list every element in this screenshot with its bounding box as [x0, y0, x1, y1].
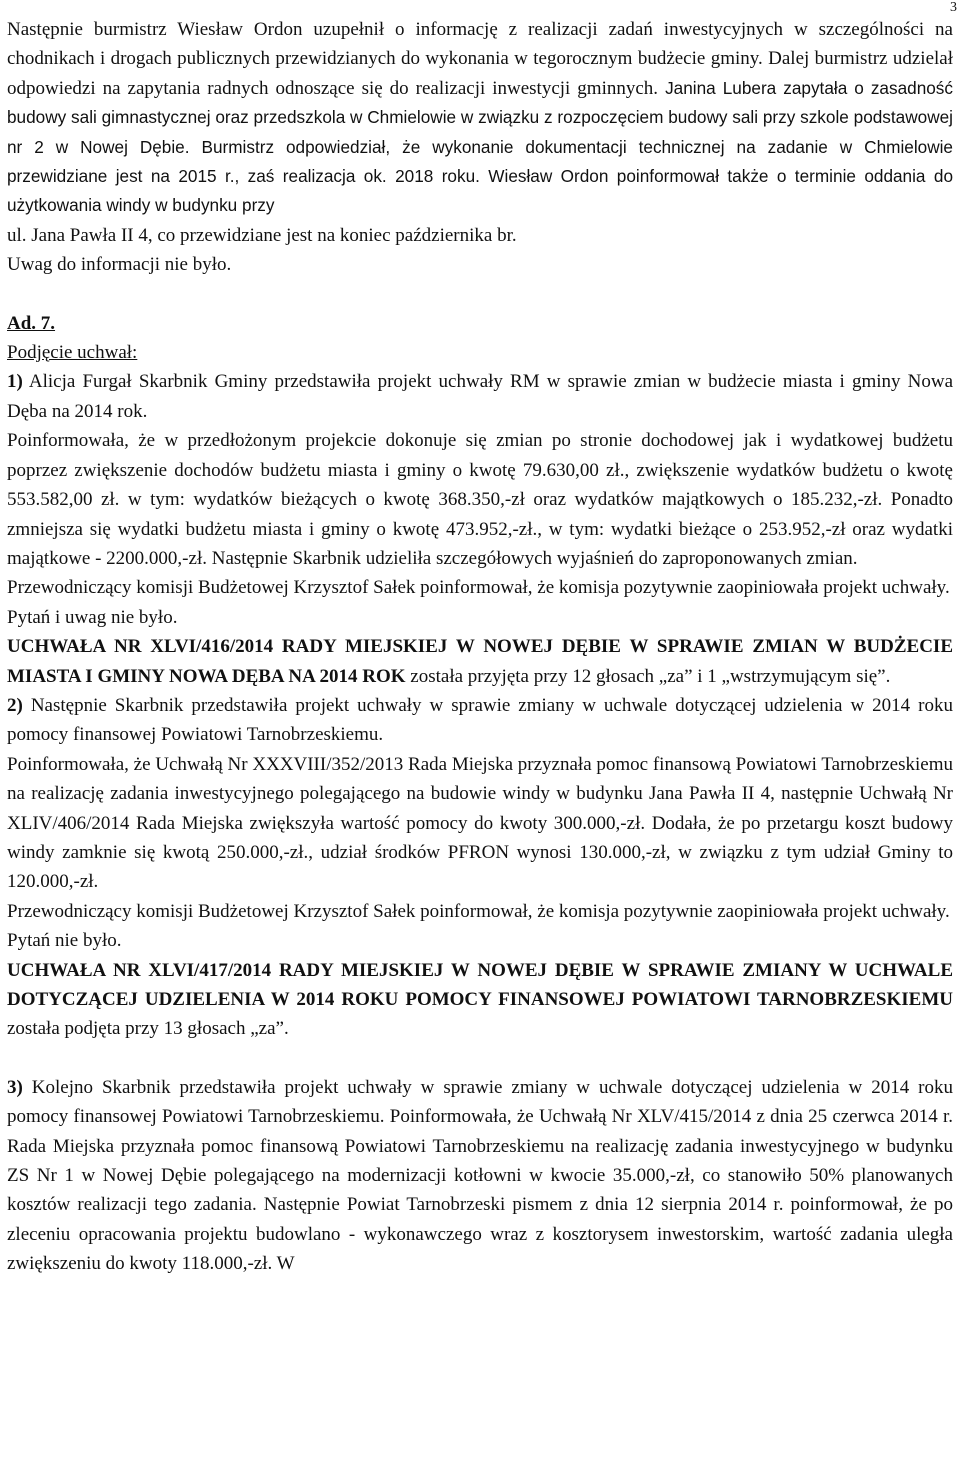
item-1-info: Poinformowała, że w przedłożonym projekcie dokonuje się zmian po stronie dochodowej jak i wydatkowej budżetu poprzez zwiększenie dochodów budżetu miasta i gminy o kwotę 79.630,00 zł., zwiększenie wydatków budżetu o kwotę 553.582,00 zł. w tym: wydatków bieżących o kwotę 368.350,-zł oraz wydatków majątkowych o 185.232,-zł. Ponadto zmniejsza się wydatki budżetu miasta i gminy o kwotę 473.952,-zł., w tym: wydatki bieżące o 253.952,-zł oraz wydatki majątkowe - 2200.000,-zł. Następnie Skarbnik udzieliła szczegółowych wyjaśnień do zaproponowanych zmian.	[7, 430, 953, 569]
item-1-resolution: UCHWAŁA NR XLVI/416/2014 RADY MIEJSKIEJ W NOWEJ DĘBIE W SPRAWIE ZMIAN W BUDŻECIE MIASTA I GMINY NOWA DĘBA NA 2014 ROK została przyjęta przy 12 głosach „za” i 1 „wstrzymującym się”.	[7, 636, 953, 687]
item-1-questions: Pytań i uwag nie było.	[7, 606, 178, 628]
intro-text: Następnie burmistrz Wiesław Ordon uzupełnił o informację z realizacji zadań inwestycyjnych w szczególności na chodnikach i drogach publicznych przewidzianych do wykonania w tegorocznym budżecie gminy. Dalej burmistrz udzielał odpowiedzi na zapytania radnych odnoszące się do realizacji inwestycji gminnych.	[7, 19, 953, 99]
intro-paragraph	[7, 15, 953, 221]
item-2-resolution-title: UCHWAŁA NR XLVI/417/2014 RADY MIEJSKIEJ W NOWEJ DĘBIE W SPRAWIE ZMIANY W UCHWALE DOTYCZĄCEJ UDZIELENIA W 2014 ROKU POMOCY FINANSOWEJ POWIATOWI TARNOBRZESKIEMU	[7, 959, 953, 1010]
no-remarks-line: Uwag do informacji nie było.	[7, 254, 232, 276]
resolutions-heading: Podjęcie uchwał:	[7, 342, 138, 364]
item-2-questions: Pytań nie było.	[7, 930, 122, 952]
page-number: 3	[950, 0, 957, 15]
document-body	[7, 15, 953, 1279]
item-2-intro: 2) Następnie Skarbnik przedstawiła projekt uchwały w sprawie zmiany w uchwale dotyczącej udzielenia w 2014 roku pomocy finansowej Powiatowi Tarnobrzeskiemu.	[7, 694, 953, 746]
item-2-committee: Przewodniczący komisji Budżetowej Krzysztof Sałek poinformował, że komisja pozytywnie zaopiniowała projekt uchwały.	[7, 900, 950, 922]
item-2-number: 2)	[7, 694, 23, 716]
intro-paragraph-end: ul. Jana Pawła II 4, co przewidziane jest na koniec października br.	[7, 224, 517, 246]
item-3-intro: 3) Kolejno Skarbnik przedstawiła projekt uchwały w sprawie zmiany w uchwale dotyczącej udzielenia w 2014 roku pomocy finansowej Powiatowi Tarnobrzeskiemu. Poinformowała, że Uchwałą Nr XLV/415/2014 z dnia 25 czerwca 2014 r. Rada Miejska przyznała pomoc finansową Powiatowi Tarnobrzeskiemu na realizację zadania inwestycyjnego w budynku ZS Nr 1 w Nowej Dębie polegającego na modernizacji kotłowni w kwocie 35.000,-zł, co stanowiło 50% planowanych kosztów realizacji tego zadania. Następnie Powiat Tarnobrzeski pismem z dnia 12 sierpnia 2014 r. poinformował, że po zleceniu opracowania projektu budowlano - wykonawczego wraz z kosztorysem inwestorskim, wartość zadania uległa zwiększeniu do kwoty 118.000,-zł. W	[7, 1076, 953, 1275]
spacer	[7, 1044, 953, 1073]
item-1-resolution-title: UCHWAŁA NR XLVI/416/2014 RADY MIEJSKIEJ W NOWEJ DĘBIE W SPRAWIE ZMIAN W BUDŻECIE MIASTA I GMINY NOWA DĘBA NA 2014 ROK	[7, 636, 953, 687]
item-2-resolution: UCHWAŁA NR XLVI/417/2014 RADY MIEJSKIEJ W NOWEJ DĘBIE W SPRAWIE ZMIANY W UCHWALE DOTYCZĄCEJ UDZIELENIA W 2014 ROKU POMOCY FINANSOWEJ POWIATOWI TARNOBRZESKIEMU została podjęta przy 13 głosach „za”.	[7, 959, 953, 1040]
item-3-number: 3)	[7, 1076, 23, 1098]
item-2-info: Poinformowała, że Uchwałą Nr XXXVIII/352/2013 Rada Miejska przyznała pomoc finansową Powiatowi Tarnobrzeskiemu na realizację zadania inwestycyjnego polegającego na budowie windy w budynku Jana Pawła II 4, następnie Uchwałą Nr XLIV/406/2014 Rada Miejska zwiększyła wartość pomocy do kwoty 300.000,-zł. Dodała, że po przetargu koszt budowy windy zamknie się kwotą 250.000,-zł., udział środków PFRON wynosi 130.000,-zł, w związku z tym udział Gminy to 120.000,-zł.	[7, 753, 953, 893]
item-1-committee: Przewodniczący komisji Budżetowej Krzysztof Sałek poinformował, że komisja pozytywnie zaopiniowała projekt uchwały.	[7, 577, 950, 599]
item-1-intro: 1) Alicja Furgał Skarbnik Gminy przedstawiła projekt uchwały RM w sprawie zmian w budżecie miasta i gminy Nowa Dęba na 2014 rok.	[7, 371, 953, 422]
spacer	[7, 280, 953, 309]
item-1-number: 1)	[7, 371, 23, 393]
agenda-item-heading: Ad. 7.	[7, 312, 56, 334]
intro-text-questions: Janina Lubera zapytała o zasadność budowy sali gimnastycznej oraz przedszkola w Chmielowie w związku z rozpoczęciem budowy sali przy szkole podstawowej nr 2 w Nowej Dębie. Burmistrz odpowiedział, że wykonanie dokumentacji technicznej na zadanie w Chmielowie przewidziane jest na 2015 r., zaś realizacja ok. 2018 roku. Wiesław Ordon poinformował także o terminie oddania do użytkowania windy w budynku przy	[7, 77, 953, 216]
